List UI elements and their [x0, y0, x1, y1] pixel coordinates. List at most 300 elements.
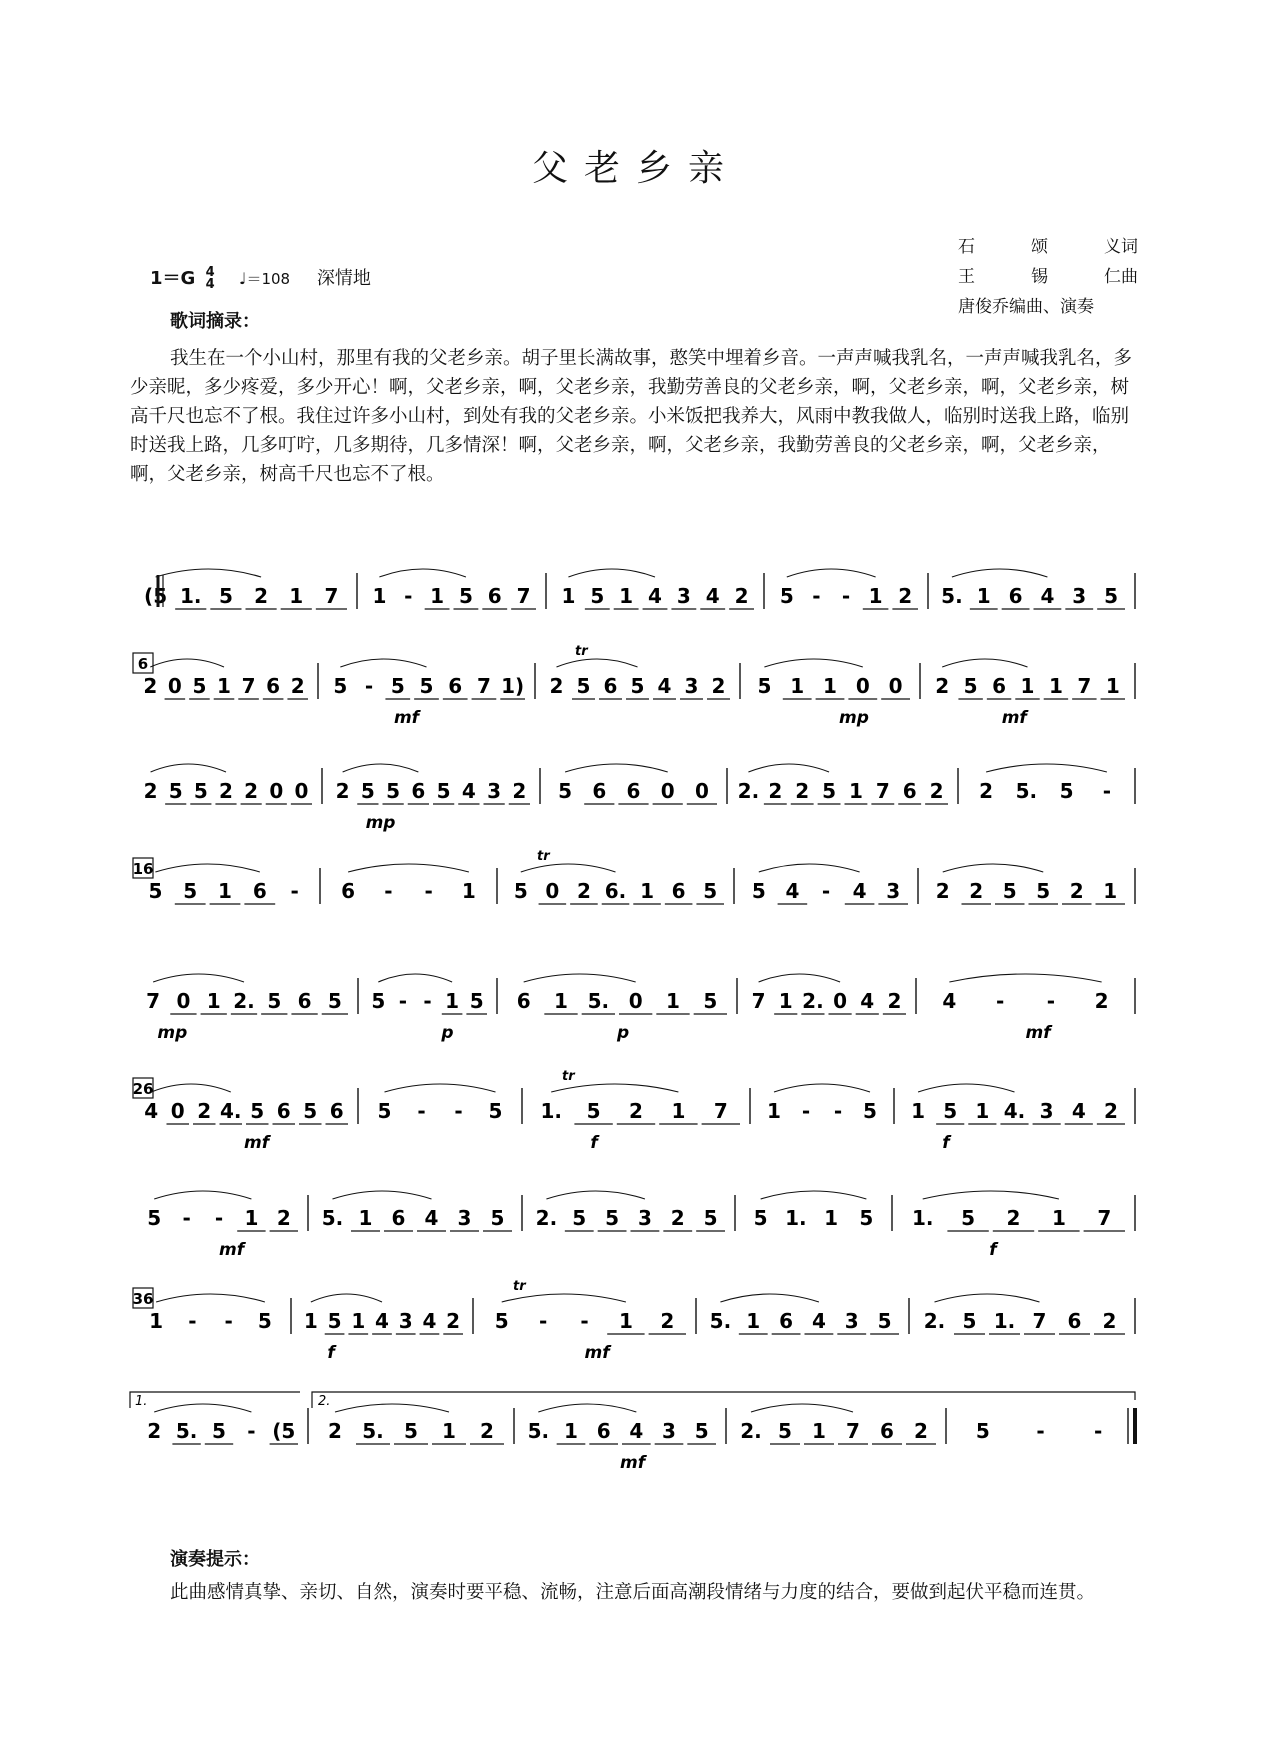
note: 1.	[540, 1099, 562, 1123]
note: -	[247, 1419, 256, 1443]
note: 2.	[802, 989, 824, 1013]
note: -	[812, 584, 821, 608]
note: 2	[1103, 1099, 1118, 1123]
slur	[751, 1404, 853, 1412]
note: -	[364, 674, 374, 698]
note: 2	[143, 674, 158, 698]
note: 5	[859, 1206, 874, 1230]
note: 1	[1103, 879, 1118, 903]
dynamic-mark: mf	[620, 1453, 646, 1473]
note: 1	[1105, 674, 1120, 698]
note: 7	[1032, 1309, 1047, 1333]
note: 5	[757, 674, 772, 698]
note: 7	[713, 1099, 728, 1123]
note: 0	[545, 879, 560, 903]
note: 0	[694, 779, 709, 803]
note: 0	[888, 674, 903, 698]
dynamic-mark: f	[590, 1133, 598, 1153]
note: 6	[411, 779, 426, 803]
slur	[759, 864, 860, 872]
note: 1	[554, 989, 568, 1013]
note: 0	[294, 779, 309, 803]
slur	[379, 569, 466, 577]
note: 6	[276, 1099, 291, 1123]
note: 5	[488, 1099, 503, 1123]
note: 4	[422, 1309, 437, 1333]
note: 1	[778, 989, 793, 1013]
note: 1	[619, 584, 634, 608]
note: 5.	[941, 584, 963, 608]
note: 5	[494, 1309, 509, 1333]
slur	[524, 974, 636, 982]
note: 4	[811, 1309, 826, 1333]
composer-credit: 王 锡 仁曲	[958, 267, 1138, 287]
note: 1	[671, 1099, 686, 1123]
note: 1	[666, 989, 680, 1013]
slur	[942, 659, 1027, 667]
volta-label-1: 1.	[135, 1394, 148, 1409]
note: 0	[855, 674, 870, 698]
note: 5	[390, 674, 405, 698]
note: 5	[250, 1099, 265, 1123]
slur	[949, 974, 1101, 982]
note: 2.	[233, 989, 255, 1013]
note: 1	[561, 584, 576, 608]
note: 2	[143, 779, 158, 803]
note: 2	[935, 674, 950, 698]
slur	[565, 764, 668, 772]
note: -	[188, 1309, 197, 1333]
note: 5	[694, 1419, 709, 1443]
note: 5.	[527, 1419, 550, 1443]
time-signature: 4 4	[205, 265, 215, 292]
note: 2	[197, 1099, 212, 1123]
note: -	[538, 1309, 548, 1333]
note: 5	[703, 989, 718, 1013]
note: 4.	[219, 1099, 242, 1123]
note: 2	[254, 584, 269, 608]
note: 5	[192, 674, 207, 698]
note: 5	[513, 879, 528, 903]
dynamic-mark: f	[989, 1240, 997, 1260]
slur	[923, 1191, 1059, 1199]
note: 6	[592, 779, 607, 803]
note: 0	[170, 1099, 185, 1123]
note: 1	[564, 1419, 578, 1443]
note: 5	[877, 1309, 892, 1333]
tips-heading: 演奏提示：	[170, 1549, 260, 1570]
note: 5	[436, 779, 451, 803]
dynamic-mark: mf	[1001, 708, 1027, 728]
slur	[335, 1404, 449, 1412]
note: 4	[942, 989, 957, 1013]
note: 5	[586, 1099, 601, 1123]
note: 1	[244, 1206, 259, 1230]
note: 6	[1067, 1309, 1082, 1333]
dynamic-mark: mf	[584, 1343, 610, 1363]
slur	[155, 864, 259, 872]
note: 3	[637, 1206, 652, 1230]
note: -	[995, 989, 1005, 1013]
note: 6	[603, 674, 618, 698]
note: 2	[1069, 879, 1084, 903]
note: 1	[358, 1206, 373, 1230]
slur	[986, 764, 1107, 772]
note: 5	[327, 989, 342, 1013]
note: 4	[1040, 584, 1055, 608]
note: -	[424, 879, 433, 903]
key-signature	[150, 264, 371, 291]
note: 1	[640, 879, 655, 903]
trill-mark: tr	[537, 849, 550, 864]
note: 6	[992, 674, 1007, 698]
note: 6	[252, 879, 267, 903]
tips-text: 此曲感情真挚、亲切、自然，演奏时要平稳、流畅，注意后面高潮段情绪与力度的结合，要做到起伏平稳而连贯。	[170, 1582, 1096, 1603]
note: 5.	[709, 1309, 732, 1333]
note: 2	[935, 879, 950, 903]
note: 1	[824, 1206, 839, 1230]
note: 6	[341, 879, 356, 903]
note: 3	[886, 879, 901, 903]
note: -	[182, 1206, 191, 1230]
note: 5	[975, 1419, 990, 1443]
slur	[311, 1294, 382, 1302]
note: 4	[424, 1206, 439, 1230]
note: 1	[618, 1309, 633, 1333]
note: 4	[461, 779, 476, 803]
note: 0	[628, 989, 643, 1013]
trill-mark: tr	[513, 1279, 526, 1294]
note: 2	[979, 779, 994, 803]
note: 3	[1072, 584, 1087, 608]
note: 2	[1094, 989, 1109, 1013]
note: -	[384, 879, 393, 903]
slur	[538, 1404, 636, 1412]
note: 6	[902, 779, 917, 803]
note: 1.	[911, 1206, 934, 1230]
note: 5.	[321, 1206, 344, 1230]
note: 3	[398, 1309, 413, 1333]
note: 1.	[993, 1309, 1016, 1333]
note: 6	[626, 779, 641, 803]
note: 4	[657, 674, 672, 698]
note: 6	[880, 1419, 894, 1443]
dynamic-mark: mf	[219, 1240, 245, 1260]
slur	[764, 659, 862, 667]
note: 2	[969, 879, 984, 903]
note: 5	[961, 1206, 976, 1230]
note: 4	[375, 1309, 389, 1333]
note: 5	[1104, 584, 1119, 608]
note: 2	[629, 1099, 643, 1123]
note: 6	[448, 674, 463, 698]
note: 5	[1036, 879, 1051, 903]
note: 2	[914, 1419, 928, 1443]
slur	[340, 659, 426, 667]
note: 5	[1059, 779, 1074, 803]
note: 5	[419, 674, 434, 698]
note: 1	[823, 674, 837, 698]
note: 2	[219, 779, 233, 803]
note: -	[821, 879, 831, 903]
dynamic-mark: mf	[1025, 1023, 1051, 1043]
slur	[154, 1191, 251, 1199]
slur	[502, 1294, 626, 1302]
volta-bracket-1	[130, 1392, 300, 1408]
note: 5	[257, 1309, 272, 1333]
note: 5	[590, 584, 605, 608]
note: 2.	[923, 1309, 946, 1333]
slur	[333, 1191, 432, 1199]
note: 5	[218, 584, 233, 608]
note: 1	[1020, 674, 1035, 698]
note: 4	[852, 879, 867, 903]
credits	[958, 232, 1138, 322]
dynamic-mark: mf	[244, 1133, 270, 1153]
note: 2.	[535, 1206, 558, 1230]
note: 2	[549, 674, 564, 698]
lyrics-heading: 歌词摘录：	[170, 311, 260, 332]
note: 2	[276, 1206, 291, 1230]
note: 2.	[737, 779, 760, 803]
note: 5	[572, 1206, 587, 1230]
slur	[156, 569, 262, 577]
note: 5	[1002, 879, 1017, 903]
note: 1	[372, 584, 387, 608]
note: 5.	[1015, 779, 1038, 803]
note: 2	[898, 584, 913, 608]
lyricist-credit: 石 颂 义词	[958, 237, 1138, 257]
slur	[568, 569, 655, 577]
slur	[557, 659, 638, 667]
note: 1	[206, 989, 221, 1013]
note: 2	[290, 674, 305, 698]
note: 7	[1097, 1206, 1112, 1230]
note: 6	[297, 989, 312, 1013]
note: 1	[976, 584, 991, 608]
note: 5	[327, 1309, 342, 1333]
note: 5	[863, 1099, 877, 1123]
note: 4	[785, 879, 800, 903]
note: 5	[333, 674, 348, 698]
note: -	[841, 584, 851, 608]
note: (5	[144, 584, 168, 608]
slur	[378, 974, 452, 982]
expression-mark: 深情地	[316, 268, 371, 289]
note: 1	[868, 584, 883, 608]
note: 6	[391, 1206, 406, 1230]
note: 5	[267, 989, 282, 1013]
note: 5	[703, 1206, 718, 1230]
volta-bracket-2	[312, 1392, 1135, 1408]
note: -	[801, 1099, 811, 1123]
note: 1	[442, 1419, 456, 1443]
note: 6.	[604, 879, 627, 903]
note: -	[1046, 989, 1056, 1013]
note: -	[290, 879, 299, 903]
tempo-mark: ♩＝108	[238, 269, 291, 288]
note: 6	[266, 674, 281, 698]
note: 5	[943, 1099, 958, 1123]
note: 5	[371, 989, 386, 1013]
note: 4.	[1003, 1099, 1026, 1123]
note: 2	[1006, 1206, 1021, 1230]
note: 1	[848, 779, 863, 803]
note: 2	[1102, 1309, 1117, 1333]
measure-number: 6	[137, 655, 149, 673]
note: 5	[751, 879, 766, 903]
dynamic-mark: mp	[365, 813, 396, 833]
note: 6	[779, 1309, 794, 1333]
measure-number: 36	[132, 1290, 154, 1308]
note: 5	[558, 779, 573, 803]
note: 0	[833, 989, 848, 1013]
note: 2	[512, 779, 527, 803]
note: 5	[490, 1206, 505, 1230]
slur	[935, 1294, 1040, 1302]
note: -	[398, 989, 408, 1013]
slur	[151, 764, 226, 772]
note: 0	[269, 779, 284, 803]
note: 1	[289, 584, 304, 608]
note: 7	[751, 989, 766, 1013]
slur	[521, 864, 616, 872]
note: 2	[929, 779, 944, 803]
note: 7	[1077, 674, 1092, 698]
quarter-note-icon: ♩	[238, 269, 247, 288]
note: 3	[684, 674, 699, 698]
note: 3	[676, 584, 691, 608]
note: 4	[860, 989, 875, 1013]
note: 1	[218, 879, 232, 903]
note: 1)	[501, 674, 525, 698]
note: 6	[516, 989, 531, 1013]
measure-number: 26	[132, 1080, 154, 1098]
note: 1.	[179, 584, 202, 608]
note: -	[423, 989, 432, 1013]
note: 5.	[362, 1419, 384, 1443]
slur	[761, 1191, 867, 1199]
note: 4	[705, 584, 720, 608]
note: 0	[660, 779, 675, 803]
trill-mark: tr	[562, 1069, 575, 1084]
note: 2	[711, 674, 726, 698]
note: 1	[303, 1309, 318, 1333]
page-title: 父老乡亲	[531, 148, 740, 189]
note: 1.	[785, 1206, 807, 1230]
slur	[154, 1404, 251, 1412]
note: 1	[461, 879, 476, 903]
note: 6	[1008, 584, 1023, 608]
note: 5	[822, 779, 837, 803]
note: 7	[476, 674, 491, 698]
note: 4	[144, 1099, 159, 1123]
note: 1	[1051, 1206, 1066, 1230]
note: 7	[875, 779, 890, 803]
note: -	[1102, 779, 1112, 803]
note: 2.	[740, 1419, 762, 1443]
dynamic-mark: mp	[839, 708, 869, 728]
note: 1	[812, 1419, 826, 1443]
slur	[952, 569, 1047, 577]
note: 3	[487, 779, 502, 803]
note: 5.	[175, 1419, 198, 1443]
note: 0	[176, 989, 191, 1013]
note: 5	[148, 879, 163, 903]
dynamic-mark: mp	[157, 1023, 188, 1043]
note: 1	[149, 1309, 164, 1333]
note: 2	[446, 1309, 461, 1333]
note: 1	[217, 674, 231, 698]
note: 4	[629, 1419, 644, 1443]
note: 5	[605, 1206, 620, 1230]
note: 5	[779, 584, 794, 608]
note: 6	[329, 1099, 344, 1123]
note: 2	[147, 1419, 162, 1443]
note: -	[417, 1099, 426, 1123]
note: 1	[975, 1099, 990, 1123]
key-label: 1＝G	[150, 268, 196, 289]
note: 2	[576, 879, 591, 903]
note: -	[224, 1309, 233, 1333]
note: 1	[430, 584, 445, 608]
note: 5	[212, 1419, 226, 1443]
slur	[385, 1084, 496, 1092]
note: 5	[703, 879, 718, 903]
arranger-credit: 唐俊乔编曲、演奏	[958, 297, 1094, 317]
note: 5	[386, 779, 401, 803]
note: -	[404, 584, 413, 608]
note: -	[454, 1099, 463, 1123]
note: 5	[962, 1309, 977, 1333]
slur	[343, 764, 419, 772]
note: -	[214, 1206, 224, 1230]
note: 3	[844, 1309, 859, 1333]
slur	[918, 1084, 1014, 1092]
note: -	[1036, 1419, 1045, 1443]
note: 1	[790, 674, 805, 698]
note: -	[580, 1309, 589, 1333]
note: 6	[596, 1419, 611, 1443]
slur	[546, 1191, 645, 1199]
volta-label-2: 2.	[318, 1394, 331, 1409]
note: 7	[324, 584, 339, 608]
note: 1	[746, 1309, 761, 1333]
slur	[551, 1084, 678, 1092]
note: 2	[734, 584, 749, 608]
measure-number: 16	[132, 860, 154, 878]
note: -	[833, 1099, 843, 1123]
slur	[156, 1294, 265, 1302]
lyrics-text: 我生在一个小山村，那里有我的父老乡亲。胡子里长满故事，憨笑中埋着乡音。一声声喊我乳名，一声声喊我乳名，多少亲昵，多少疼爱，多少开心！啊，父老乡亲，啊，父老乡亲，我勤劳善良的父老乡亲，啊，父老乡亲，啊，父老乡亲，树高千尺也忘不了根。我住过许多小山村，到处有我的父老乡亲。小米饭把我养大，风雨中教我做人，临别时送我上路，临别时送我上路，几多叮咛，几多期待，几多情深！啊，父老乡亲，啊，父老乡亲，我勤劳善良的父老乡亲，啊，父老乡亲，啊，父老乡亲，树高千尺也忘不了根。	[130, 348, 1133, 485]
slur	[774, 1084, 870, 1092]
slur	[748, 764, 829, 772]
note: 1	[911, 1099, 926, 1123]
note: 5	[630, 674, 645, 698]
note: 5	[576, 674, 591, 698]
note: 5.	[587, 989, 610, 1013]
slur	[150, 659, 224, 667]
note: 5	[963, 674, 978, 698]
note: 4	[648, 584, 662, 608]
note: 1	[351, 1309, 366, 1333]
note: 2	[887, 989, 902, 1013]
note: 7	[516, 584, 531, 608]
trill-mark: tr	[575, 644, 588, 659]
note: 5	[377, 1099, 392, 1123]
note: 6	[487, 584, 502, 608]
note: 2	[335, 779, 350, 803]
